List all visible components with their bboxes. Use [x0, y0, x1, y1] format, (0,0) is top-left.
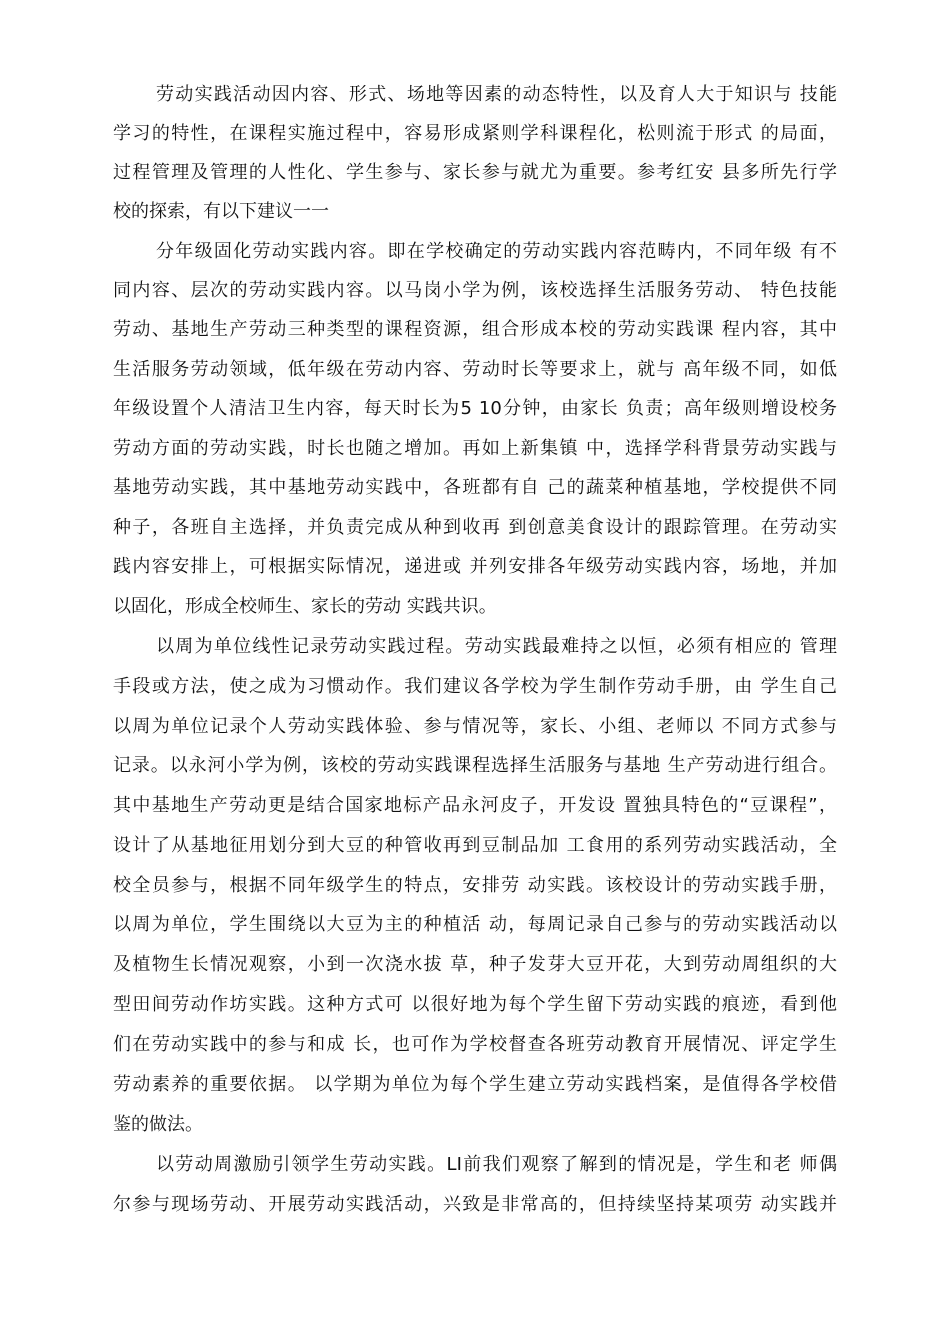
- text-line: 型田间劳动作坊实践。这种方式可 以很好地为每个学生留下劳动实践的痕迹，看到他: [113, 994, 837, 1015]
- text-line: 以周为单位线性记录劳动实践过程。劳动实践最难持之以恒，必须有相应的 管理: [156, 636, 837, 657]
- text-line: 鉴的做法。: [113, 1114, 203, 1135]
- text-line: 生活服务劳动领域，低年级在劳动内容、劳动时长等要求上，就与 高年级不同，如低: [113, 359, 837, 380]
- text-line: 手段或方法，使之成为习惯动作。我们建议各学校为学生制作劳动手册，由 学生自己: [113, 676, 837, 697]
- text-line: 们在劳动实践中的参与和成 长，也可作为学校督查各班劳动教育开展情况、评定学生: [113, 1034, 837, 1055]
- text-line: 劳动、基地生产劳动三种类型的课程资源，组合形成本校的劳动实践课 程内容，其中: [113, 319, 837, 340]
- text-line: 种子，各班自主选择，并负责完成从种到收再 到创意美食设计的跟踪管理。在劳动实: [113, 517, 837, 538]
- text-line: 劳动方面的劳动实践，时长也随之增加。再如上新集镇 中，选择学科背景劳动实践与: [113, 438, 837, 459]
- text-line: 校的探索，有以下建议一一: [113, 201, 329, 222]
- text-line: 践内容安排上，可根据实际情况，递进或 并列安排各年级劳动实践内容，场地，并加: [113, 556, 837, 577]
- text-line: 劳动素养的重要依据。 以学期为单位为每个学生建立劳动实践档案，是值得各学校借: [113, 1074, 837, 1095]
- text-line: 其中基地生产劳动更是结合国家地标产品永河皮子，开发设 置独具特色的“豆课程”，: [113, 795, 837, 816]
- text-line: 记录。以永河小学为例，该校的劳动实践课程选择生活服务与基地 生产劳动进行组合。: [113, 755, 837, 776]
- text-line: 设计了从基地征用划分到大豆的种管收再到豆制品加 工食用的系列劳动实践活动，全: [113, 835, 837, 856]
- text-line: 以周为单位，学生围绕以大豆为主的种植活 动，每周记录自己参与的劳动实践活动以: [113, 914, 837, 935]
- text-line: 及植物生长情况观察，小到一次浇水拔 草，种子发芽大豆开花，大到劳动周组织的大: [113, 954, 837, 975]
- text-line: 基地劳动实践，其中基地劳动实践中，各班都有自 己的蔬菜种植基地，学校提供不同: [113, 477, 837, 498]
- text-line: 过程管理及管理的人性化、学生参与、家长参与就尤为重要。参考红安 县多所先行学: [113, 162, 837, 183]
- text-line: 以固化，形成全校师生、家长的劳动 实践共识。: [113, 596, 497, 617]
- text-line: 劳动实践活动因内容、形式、场地等因素的动态特性，以及育人大于知识与 技能: [156, 84, 837, 105]
- text-line: 分年级固化劳动实践内容。即在学校确定的劳动实践内容范畴内，不同年级 有不: [156, 241, 837, 262]
- text-line: 同内容、层次的劳动实践内容。以马岗小学为例，该校选择生活服务劳动、 特色技能: [113, 280, 837, 301]
- text-line: 校全员参与，根据不同年级学生的特点，安排劳 动实践。该校设计的劳动实践手册，: [113, 875, 837, 896]
- text-line: 年级设置个人清洁卫生内容，每天时长为5 10分钟，由家长 负责；高年级则增设校务: [113, 398, 837, 419]
- text-line: 学习的特性，在课程实施过程中，容易形成紧则学科课程化，松则流于形式 的局面，: [113, 123, 837, 144]
- text-line: 以周为单位记录个人劳动实践体验、参与情况等，家长、小组、老师以 不同方式参与: [113, 716, 837, 737]
- text-line: 以劳动周激励引领学生劳动实践。LI前我们观察了解到的情况是，学生和老 师偶: [156, 1154, 837, 1175]
- text-line: 尔参与现场劳动、开展劳动实践活动，兴致是非常高的，但持续坚持某项劳 动实践并: [113, 1194, 837, 1215]
